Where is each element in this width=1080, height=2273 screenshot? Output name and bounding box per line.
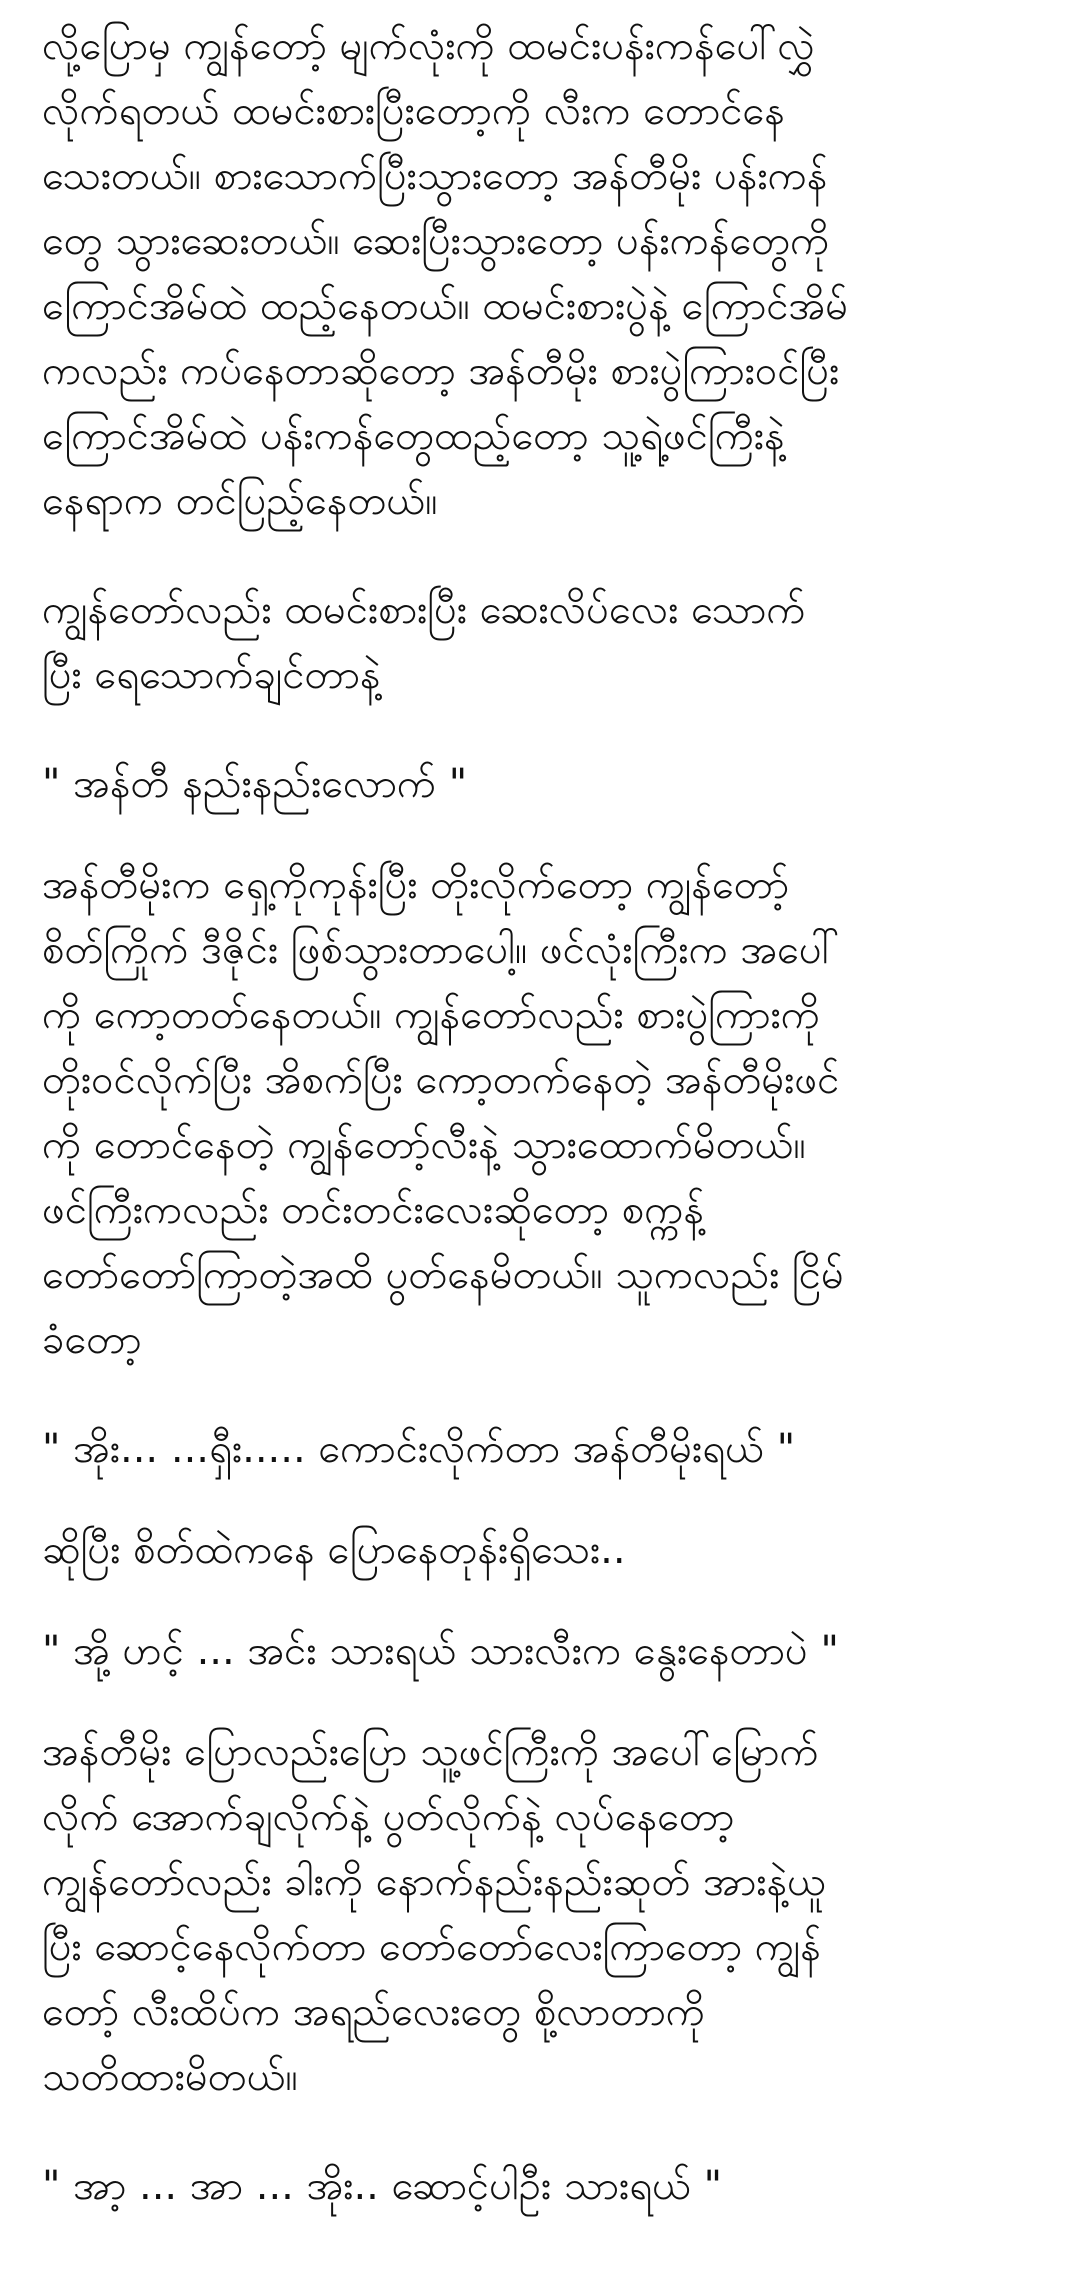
paragraph: ဆိုပြီး စိတ်ထဲကနေ ပြောနေတုန်းရှိသေး.. xyxy=(42,1527,626,1573)
dialogue-line: " အန်တီ နည်းနည်းလောက် " xyxy=(42,761,468,807)
dialogue-line: " အာ့ ... အာ ... အိုး.. ဆောင့်ပါဦး သားရယ် " xyxy=(42,2163,723,2209)
paragraph: အန်တီမိုးက ရှေ့ကိုကုန်းပြီး တိုးလိုက်တော့ ကျွန်တော့် စိတ်ကြိုက် ဒီဇိုင်း ဖြစ်သွားတာပေါ့။ ဖင်လုံးကြီးက အပေါ် ကို ကော့တတ်နေတယ်။ ကျွန်တော်လည်း စားပွဲကြားကို တိုးဝင်လိုက်ပြီး အိစက်ပြီး ကော့တက်နေတဲ့ အန်တီမိုးဖင် ကို တောင်နေတဲ့ ကျွန်တော့်လီးနဲ့ သွားထောက်မိတယ်။ ဖင်ကြီးကလည်း တင်းတင်းလေးဆိုတော့ စက္ကန့် တော်တော်ကြာတဲ့အထိ ပွတ်နေမိတယ်။ သူကလည်း ငြိမ် ခံတော့ xyxy=(42,862,844,1363)
dialogue-line: " အိုး... ...ရှီး..... ကောင်းလိုက်တာ အန်တီမိုးရယ် " xyxy=(42,1426,796,1472)
paragraph: ကျွန်တော်လည်း ထမင်းစားပြီး ဆေးလိပ်လေး သောက် ပြီး ရေသောက်ချင်တာနဲ့ xyxy=(42,587,806,698)
dialogue-line: " အို့ ဟင့် ... အင်း သားရယ် သားလီးက နွေးနေတာပဲ " xyxy=(42,1628,839,1674)
paragraph: အန်တီမိုး ပြောလည်းပြော သူ့ဖင်ကြီးကို အပေါ်မြောက် လိုက် အောက်ချလိုက်နဲ့ ပွတ်လိုက်နဲ့ လုပ်နေတော့ ကျွန်တော်လည်း ခါးကို နောက်နည်းနည်းဆုတ် အားနဲ့ယူ ပြီး ဆောင့်နေလိုက်တာ တော်တော်လေးကြာတော့ ကျွန် တော့် လီးထိပ်က အရည်လေးတွေ စို့လာတာကို သတိထားမိတယ်။ xyxy=(42,1729,827,2100)
paragraph: လို့ပြောမှ ကျွန်တော့် မျက်လုံးကို ထမင်းပန်းကန်ပေါ်လွှဲ လိုက်ရတယ် ထမင်းစားပြီးတော့ကို လီးက တောင်နေ သေးတယ်။ စားသောက်ပြီးသွားတော့ အန်တီမိုး ပန်းကန် တွေ သွားဆေးတယ်။ ဆေးပြီးသွားတော့ ပန်းကန်တွေကို ကြောင်အိမ်ထဲ ထည့်နေတယ်။ ထမင်းစားပွဲနဲ့ ကြောင်အိမ် ကလည်း ကပ်နေတာဆိုတော့ အန်တီမိုး စားပွဲကြားဝင်ပြီး ကြောင်အိမ်ထဲ ပန်းကန်တွေထည့်တော့ သူ့ရဲ့ဖင်ကြီးနဲ့ နေရာက တင်ပြည့်နေတယ်။ xyxy=(42,23,849,524)
